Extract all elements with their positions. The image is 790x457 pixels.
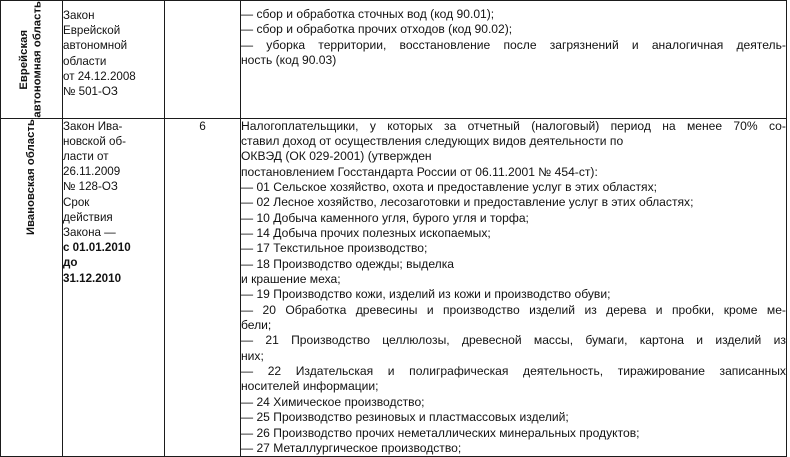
activity-list-line (241, 303, 786, 318)
activity-list-line: — 10 Добыча каменного угля, бурого угля и торфа; (241, 210, 529, 225)
activity-list-line: ОКВЭД (ОК 029-2001) (утвержден (241, 149, 432, 164)
text-word: и (631, 37, 639, 52)
activity-list-line: — 19 Производство кожи, изделий из кожи и производство обуви; (241, 287, 611, 302)
region-name-cell (1, 118, 63, 457)
activity-list-line: и крашение меха; (241, 272, 341, 287)
activity-list-line (241, 119, 786, 134)
law-reference-cell (63, 1, 165, 119)
law-reference-line: Срок (63, 195, 90, 209)
item-number-cell (165, 118, 241, 457)
law-reference-line: № 128-ОЗ (63, 180, 118, 194)
activity-list-line (241, 38, 786, 53)
table-row (1, 1, 787, 119)
text-word: целлюлозы, (382, 333, 450, 348)
law-reference-line: автономной (63, 39, 128, 53)
text-word: 22 (267, 364, 282, 379)
text-word: 21 (265, 333, 279, 348)
law-reference-line: действия (63, 210, 113, 224)
law-reference-line: Закон Ива- (63, 119, 123, 133)
activity-list-line: — 14 Добыча прочих полезных ископаемых; (241, 226, 491, 241)
activity-list-line: — 26 Производство прочих неметаллических минеральных продуктов; (241, 425, 640, 440)
text-word: из (584, 302, 597, 317)
text-word: восстановление (399, 37, 491, 52)
law-reference-line: от 24.12.2008 (63, 69, 136, 83)
activity-list-line (241, 333, 786, 348)
activity-list-line: — 25 Производство резиновых и пластмассовых изделий; (241, 410, 569, 425)
text-word: записанных (719, 364, 786, 379)
text-word: и (426, 302, 434, 317)
text-word: тиражирование (617, 364, 705, 379)
text-word: период (610, 118, 651, 133)
law-reference-line: с 01.01.2010 (63, 241, 131, 255)
activity-list-cell (241, 118, 787, 457)
text-word: которых (387, 118, 433, 133)
activity-list-line: ставил доход от осуществления следующих видов деятельности по (241, 133, 624, 148)
activity-list-line: — 27 Металлургическое производство; (241, 440, 462, 455)
law-reference-line: Закона — (63, 226, 116, 240)
law-reference-cell (63, 118, 165, 457)
text-word: у (369, 118, 376, 133)
law-reference-line: Еврейской (63, 24, 121, 38)
text-word: древесины (355, 302, 418, 317)
activity-list-line: постановлением Госстандарта России от 06.11.2001 № 454-ст): (241, 164, 598, 179)
activity-list-line: — 02 Лесное хозяйство, лесозаготовки и предоставление услуг в этих областях; (241, 195, 694, 210)
activity-list-line: — сбор и обработка прочих отходов (код 90.02); (241, 22, 513, 37)
activity-list-line: ность (код 90.03) (241, 53, 337, 68)
text-word: аналогичная (651, 37, 724, 52)
text-word: и (387, 364, 395, 379)
activity-list-cell (241, 1, 787, 119)
activity-list-line: — 24 Химическое производство; (241, 394, 425, 409)
text-word: изделий (529, 302, 576, 317)
text-word: Налогоплательщики, (241, 118, 359, 133)
text-word: и (655, 302, 663, 317)
text-word: за (443, 118, 457, 133)
text-word: (налоговый) (531, 118, 600, 133)
region-name-line: Ивановская область (24, 118, 37, 235)
text-word: картона (639, 333, 685, 348)
text-word: — (241, 37, 254, 52)
table-row (1, 118, 787, 457)
text-word: и (696, 333, 704, 348)
text-word: полиграфическая (409, 364, 509, 379)
text-word: — (241, 333, 254, 348)
text-word: загрязнений (549, 37, 619, 52)
vertical-text-wrap (1, 1, 62, 118)
activity-list-line: — 17 Текстильное производство; (241, 241, 428, 256)
text-word: деятель- (736, 37, 786, 52)
text-word: кроме (723, 302, 758, 317)
text-word: со- (768, 118, 786, 133)
text-word: ме- (766, 302, 786, 317)
item-number-value: 6 (199, 118, 206, 133)
text-word: деятельность, (523, 364, 604, 379)
text-word: менее (686, 118, 723, 133)
text-word: изделий (715, 333, 762, 348)
text-word: — (241, 302, 254, 317)
region-name-vertical-text (25, 119, 39, 235)
text-word: производство (442, 302, 520, 317)
text-word: территории, (318, 37, 387, 52)
item-number-cell (165, 1, 241, 119)
activity-list-line: них; (241, 348, 264, 363)
activity-list-line: носителей информации; (241, 379, 379, 394)
text-word: Обработка (285, 302, 347, 317)
text-word: 20 (262, 302, 276, 317)
text-word: древесной (461, 333, 522, 348)
text-word: пробки, (671, 302, 715, 317)
activity-list-line: — сбор и обработка сточных вод (код 90.01); (241, 7, 495, 21)
law-reference-line: Закон (63, 9, 95, 22)
text-word: дерева (606, 302, 647, 317)
region-name-line: автономная область (31, 1, 44, 118)
text-word: 70% (733, 118, 758, 133)
activity-list-line: бели; (241, 318, 272, 333)
text-word: Производство (291, 333, 370, 348)
region-name-line: Еврейская (18, 29, 30, 90)
text-word: на (662, 118, 676, 133)
activity-list-line (241, 364, 786, 379)
region-name-vertical-text (18, 1, 45, 118)
activity-list-line: — 01 Сельское хозяйство, охота и предоставление услуг в этих областях; (241, 180, 658, 194)
text-word: бумаги, (585, 333, 628, 348)
law-reference-line: до (63, 256, 78, 270)
table-body (1, 1, 787, 457)
text-word: — (241, 364, 254, 379)
text-word: из (773, 333, 786, 348)
text-word: после (503, 37, 537, 52)
text-word: уборка (266, 37, 306, 52)
law-reference-line: области (63, 54, 107, 68)
vertical-text-wrap (1, 119, 62, 235)
law-reference-line: 26.11.2009 (63, 165, 121, 179)
region-name-cell (1, 1, 63, 119)
text-word: массы, (533, 333, 574, 348)
law-reference-line: ласти от (63, 150, 109, 164)
law-reference-line: № 501-ОЗ (63, 85, 118, 99)
law-reference-line: 31.12.2010 (63, 271, 122, 285)
text-word: Издательская (295, 364, 374, 379)
law-reference-line: новской об- (63, 134, 126, 148)
text-word: отчетный (467, 118, 520, 133)
activity-list-line: — 18 Производство одежды; выделка (241, 256, 454, 271)
